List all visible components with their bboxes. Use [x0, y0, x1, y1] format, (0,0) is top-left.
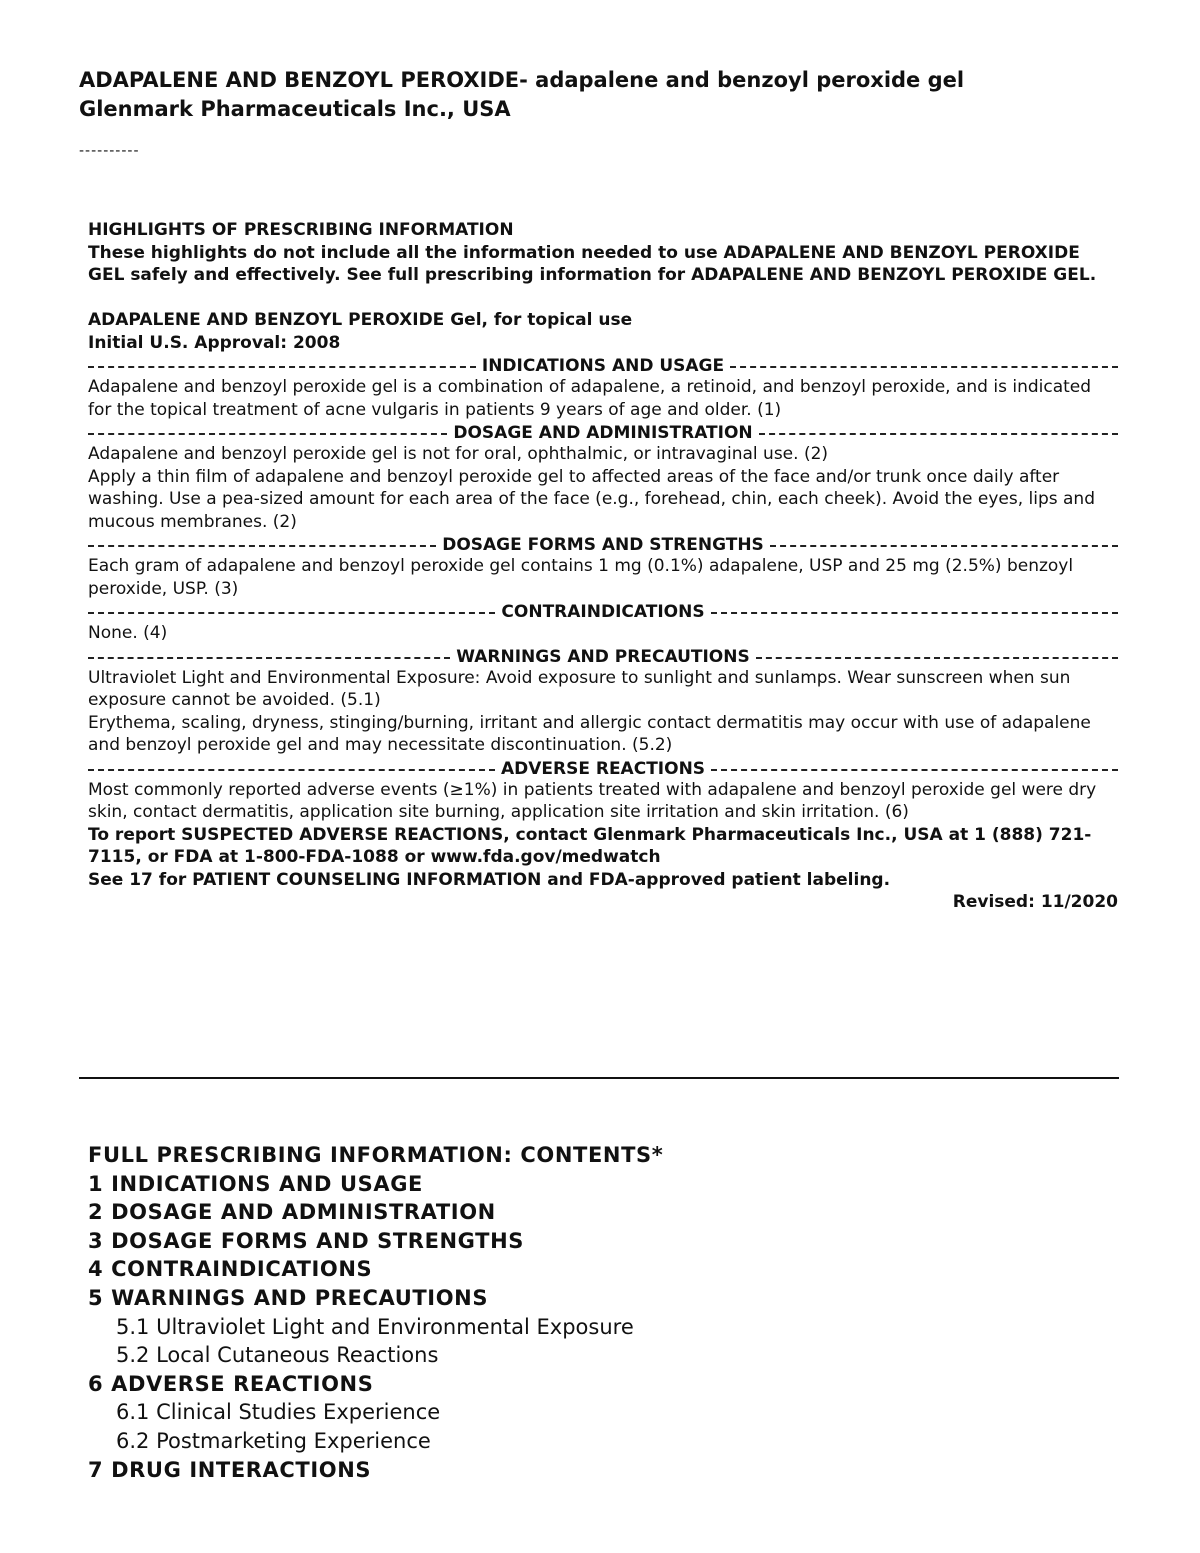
section-heading [88, 602, 1118, 622]
section-paragraph: Each gram of adapalene and benzoyl peroxide gel contains 1 mg (0.1%) adapalene, USP and 25 mg (2.5%) benzoyl peroxide, USP. (3) [88, 556, 1074, 599]
highlight-section [88, 423, 1118, 533]
contents-block [88, 1141, 1118, 1484]
spacer [88, 287, 1118, 310]
section-heading-label: WARNINGS AND PRECAUTIONS [456, 646, 750, 667]
title-line-manufacturer: Glenmark Pharmaceuticals Inc., USA [79, 97, 511, 121]
dashed-rule [88, 657, 450, 659]
highlight-section [88, 602, 1118, 645]
dashed-rule [88, 769, 495, 771]
dashed-rule [759, 433, 1118, 435]
contents-section-link[interactable]: 1 INDICATIONS AND USAGE [88, 1171, 423, 1196]
dashed-rule [730, 366, 1118, 368]
dashed-rule [756, 657, 1118, 659]
section-heading [88, 647, 1118, 667]
highlights-block [88, 219, 1118, 914]
section-paragraph: Erythema, scaling, dryness, stinging/burning, irritant and allergic contact dermatitis may occur with use of adapalene and benzoyl peroxide gel and may necessitate discontinuation. (5.2) [88, 712, 1091, 755]
section-paragraph: Adapalene and benzoyl peroxide gel is a combination of adapalene, a retinoid, and benzoyl peroxide, and is indicated for the topical treatment of acne vulgaris in patients 9 years of age and older. (1) [88, 377, 1092, 420]
section-divider [79, 1077, 1119, 1079]
document-title [79, 66, 1159, 124]
contents-section-link[interactable]: 2 DOSAGE AND ADMINISTRATION [88, 1200, 496, 1225]
dashed-rule [770, 545, 1118, 547]
contents-list [88, 1170, 1118, 1485]
contents-subsection-link[interactable]: 6.2 Postmarketing Experience [116, 1428, 431, 1453]
contents-section-link[interactable]: 6 ADVERSE REACTIONS [88, 1371, 374, 1396]
section-paragraph: None. (4) [88, 623, 168, 643]
section-heading-label: DOSAGE FORMS AND STRENGTHS [442, 535, 764, 555]
section-paragraph: Apply a thin film of adapalene and benzoyl peroxide gel to affected areas of the face and/or trunk once daily after washing. Use a pea-sized amount for each area of the face (e.g., forehead, chin, each cheek). Avoid the eyes, lips and mucous membranes. (2) [88, 466, 1095, 532]
product-line: ADAPALENE AND BENZOYL PEROXIDE Gel, for topical use [88, 310, 633, 330]
section-heading-label: INDICATIONS AND USAGE [481, 356, 725, 376]
report-adverse-reactions: To report SUSPECTED ADVERSE REACTIONS, contact Glenmark Pharmaceuticals Inc., USA at 1 (888) 721-7115, or FDA at 1-800-FDA-1088 or www.fda.gov/medwatch [88, 824, 1092, 867]
title-line-product: ADAPALENE AND BENZOYL PEROXIDE- adapalene and benzoyl peroxide gel [79, 68, 965, 92]
section-heading-label: CONTRAINDICATIONS [501, 602, 705, 622]
highlights-sections [88, 356, 1118, 824]
section-paragraph: Most commonly reported adverse events (≥1%) in patients treated with adapalene and benzoyl peroxide gel were dry skin, contact dermatitis, application site burning, application site irritation and skin irritation. (6) [88, 779, 1097, 822]
highlight-section [88, 759, 1118, 824]
highlights-heading: HIGHLIGHTS OF PRESCRIBING INFORMATION [88, 220, 514, 240]
patient-counseling-note: See 17 for PATIENT COUNSELING INFORMATION and FDA-approved patient labeling. [88, 869, 891, 890]
highlight-section [88, 535, 1118, 600]
header-separator: ---------- [79, 143, 140, 159]
revised-date: Revised: 11/2020 [952, 892, 1118, 912]
section-heading [88, 759, 1118, 779]
initial-approval: Initial U.S. Approval: 2008 [88, 332, 341, 353]
highlights-intro: These highlights do not include all the information needed to use ADAPALENE AND BENZOYL PEROXIDE GEL safely and effectively. See full prescribing information for ADAPALENE AND BENZOYL PEROXIDE GEL. [88, 242, 1097, 285]
dashed-rule [711, 769, 1118, 771]
dashed-rule [88, 612, 495, 614]
section-heading-label: DOSAGE AND ADMINISTRATION [453, 423, 753, 443]
dashed-rule [88, 433, 447, 435]
contents-section-link[interactable]: 4 CONTRAINDICATIONS [88, 1257, 373, 1282]
highlight-section [88, 356, 1118, 421]
dashed-rule [88, 366, 476, 368]
highlight-section [88, 647, 1118, 757]
contents-heading: FULL PRESCRIBING INFORMATION: CONTENTS* [88, 1143, 664, 1167]
dashed-rule [711, 612, 1118, 614]
contents-subsection-link[interactable]: 6.1 Clinical Studies Experience [116, 1400, 441, 1425]
section-paragraph: Ultraviolet Light and Environmental Exposure: Avoid exposure to sunlight and sunlamps. Wear sunscreen when sun exposure cannot be avoided. (5.1) [88, 667, 1071, 710]
contents-subsection-link[interactable]: 5.1 Ultraviolet Light and Environmental Exposure [116, 1314, 634, 1339]
contents-section-link[interactable]: 7 DRUG INTERACTIONS [88, 1457, 372, 1482]
contents-section-link[interactable]: 5 WARNINGS AND PRECAUTIONS [88, 1285, 489, 1310]
section-heading [88, 356, 1118, 376]
section-heading [88, 423, 1118, 443]
section-paragraph: Adapalene and benzoyl peroxide gel is not for oral, ophthalmic, or intravaginal use. (2) [88, 444, 829, 464]
contents-section-link[interactable]: 3 DOSAGE FORMS AND STRENGTHS [88, 1228, 524, 1253]
dashed-rule [88, 545, 436, 547]
contents-subsection-link[interactable]: 5.2 Local Cutaneous Reactions [116, 1343, 439, 1368]
section-heading-label: ADVERSE REACTIONS [500, 758, 706, 779]
section-heading [88, 535, 1118, 555]
